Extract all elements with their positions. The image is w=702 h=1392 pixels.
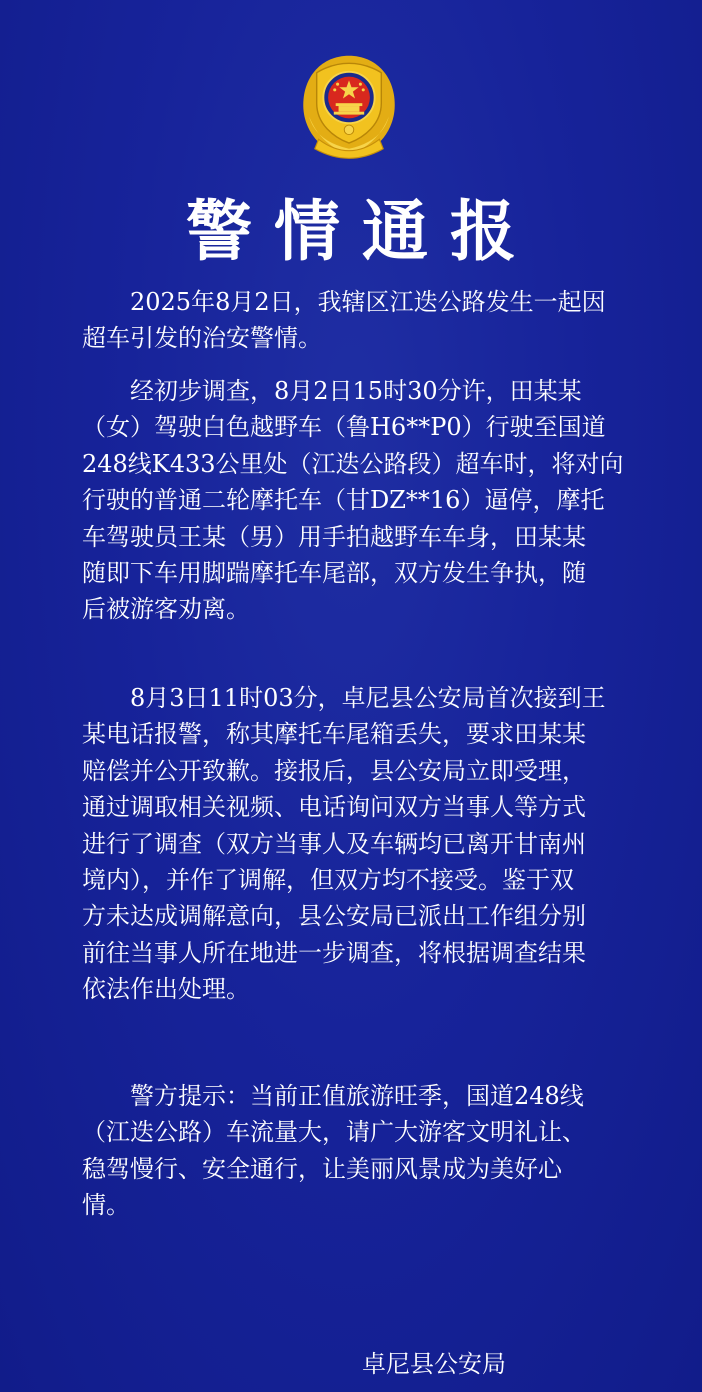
paragraph-text: 经初步调查，8月2日15时30分许，田某某 （女）驾驶白色越野车（鲁H6**P0）行驶至国道 248线K433公里处（江迭公路段）超车时，将对向 行驶的普通二轮摩托车（甘DZ**16）逼停，摩托 车驾驶员王某（男）用手拍越野车车身，田某某 随即下车用脚踹摩托车尾部，双方发生争执，随 后被游客劝离。 [82, 377, 624, 624]
issuer-signature: 卓尼县公安局 [362, 1350, 506, 1378]
body-paragraph-3 [82, 680, 642, 1008]
body-paragraph-4 [82, 1078, 642, 1224]
paragraph-text: 8月3日11时03分，卓尼县公安局首次接到王 某电话报警，称其摩托车尾箱丢失，要求田某某 赔偿并公开致歉。接报后，县公安局立即受理， 通过调取相关视频、电话询问双方当事人等方式 进行了调查（双方当事人及车辆均已离开甘南州 境内），并作了调解，但双方均不接受。鉴于双 方未达成调解意向，县公安局已派出工作组分别 前往当事人所在地进一步调查，将根据调查结果 依法作出处理。 [82, 684, 606, 1004]
body-paragraph-2 [82, 373, 642, 628]
body-paragraph-1 [82, 284, 642, 357]
paragraph-text: 2025年8月2日，我辖区江迭公路发生一起因 超车引发的治安警情。 [82, 288, 606, 353]
paragraph-text: 警方提示：当前正值旅游旺季，国道248线 （江迭公路）车流量大，请广大游客文明礼让、 稳驾慢行、安全通行，让美丽风景成为美好心 情。 [82, 1082, 586, 1220]
page-title: 警情通报 [186, 193, 538, 270]
police-emblem-icon [292, 50, 406, 164]
